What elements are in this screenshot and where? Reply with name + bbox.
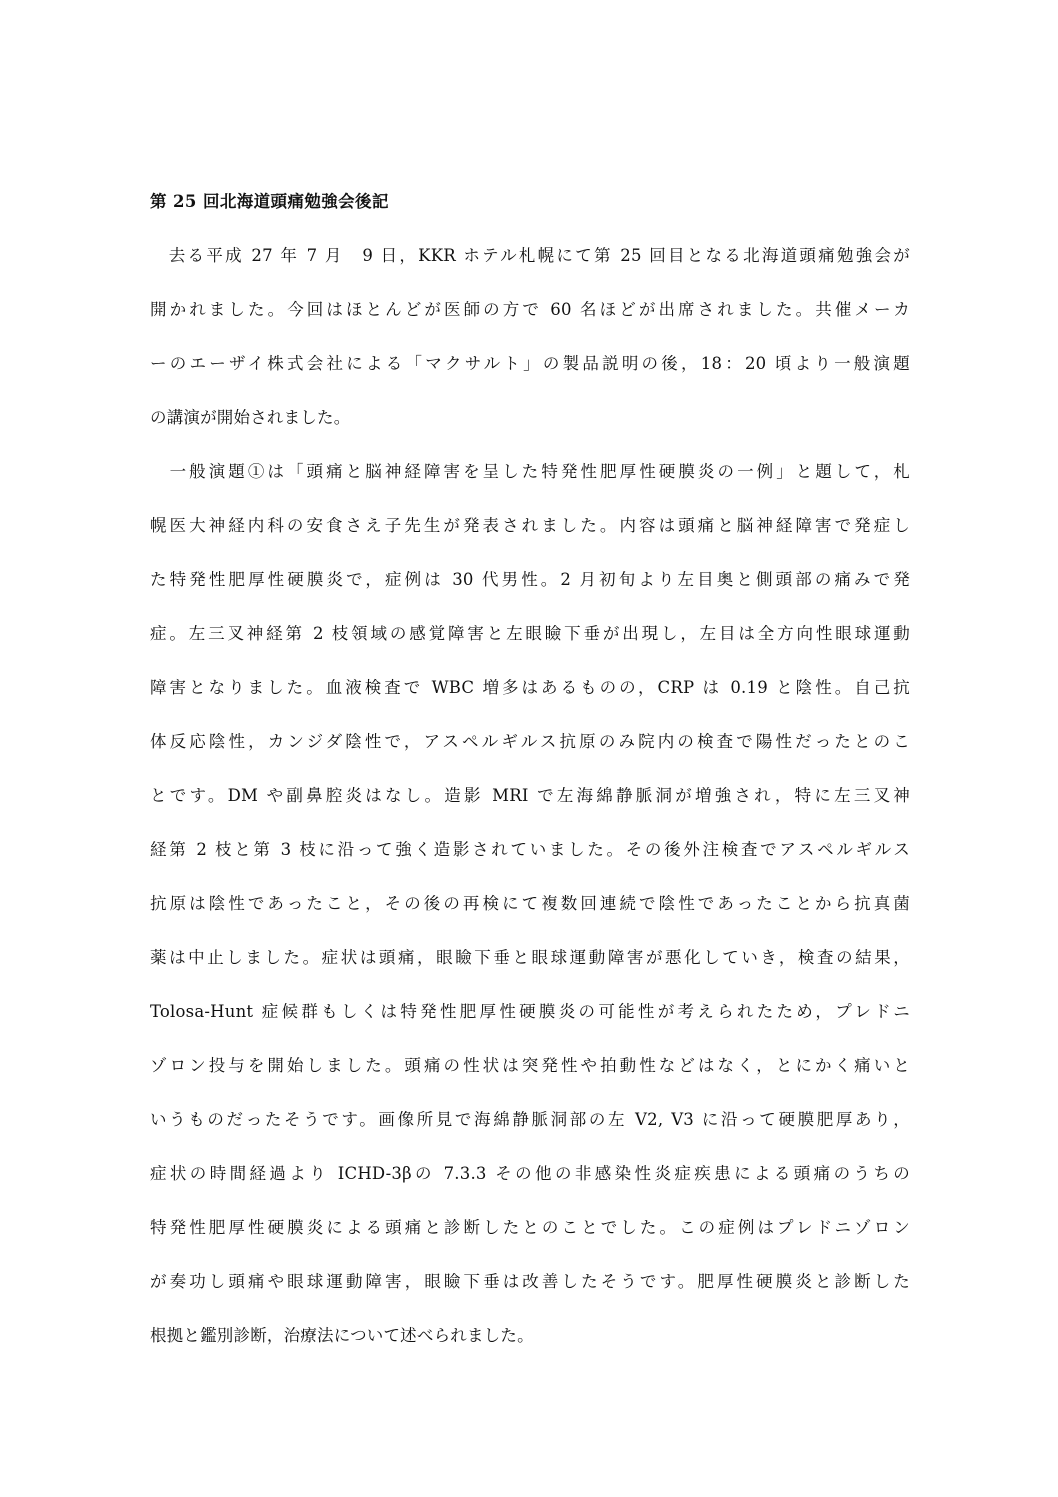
body-line: 症状の時間経過より ICHD-3βの 7.3.3 その他の非感染性炎症疾患による頭痛のうちの	[150, 1164, 910, 1183]
body-line: ゾロン投与を開始しました。頭痛の性状は突発性や拍動性などはなく，とにかく痛いと	[150, 1056, 910, 1075]
body-line: の講演が開始されました。	[150, 408, 351, 427]
body-line: 去る平成 27 年 7 月 9 日，KKR ホテル札幌にて第 25 回目となる北海道頭痛勉強会が	[150, 246, 910, 265]
body-line: た特発性肥厚性硬膜炎で，症例は 30 代男性。2 月初旬より左目奥と側頭部の痛みで発	[150, 570, 910, 589]
body-line: 幌医大神経内科の安食さえ子先生が発表されました。内容は頭痛と脳神経障害で発症し	[150, 516, 910, 535]
body-line: 開かれました。今回はほとんどが医師の方で 60 名ほどが出席されました。共催メーカ	[150, 300, 910, 319]
body-line: いうものだったそうです。画像所見で海綿静脈洞部の左 V2, V3 に沿って硬膜肥厚あり，	[150, 1110, 910, 1129]
body-line: 体反応陰性，カンジダ陰性で，アスペルギルス抗原のみ院内の検査で陽性だったとのこ	[150, 732, 910, 751]
body-line: が奏功し頭痛や眼球運動障害，眼瞼下垂は改善したそうです。肥厚性硬膜炎と診断した	[150, 1272, 910, 1291]
body-line: 特発性肥厚性硬膜炎による頭痛と診断したとのことでした。この症例はプレドニゾロン	[150, 1218, 910, 1237]
body-line: 障害となりました。血液検査で WBC 増多はあるものの，CRP は 0.19 と陰性。自己抗	[150, 678, 910, 697]
body-line: 症。左三叉神経第 2 枝領域の感覚障害と左眼瞼下垂が出現し，左目は全方向性眼球運動	[150, 624, 910, 643]
body-line: 抗原は陰性であったこと，その後の再検にて複数回連続で陰性であったことから抗真菌	[150, 894, 910, 913]
body-line: Tolosa-Hunt 症候群もしくは特発性肥厚性硬膜炎の可能性が考えられたため，プレドニ	[150, 1002, 910, 1021]
body-line: 根拠と鑑別診断，治療法について述べられました。	[150, 1326, 534, 1345]
document-title: 第 25 回北海道頭痛勉強会後記	[150, 192, 389, 211]
body-line: 薬は中止しました。症状は頭痛，眼瞼下垂と眼球運動障害が悪化していき，検査の結果，	[150, 948, 910, 967]
body-line: とです。DM や副鼻腔炎はなし。造影 MRI で左海綿静脈洞が増強され，特に左三叉神	[150, 786, 910, 805]
body-line: ーのエーザイ株式会社による「マクサルト」の製品説明の後，18：20 頃より一般演題	[150, 354, 910, 373]
body-line: 経第 2 枝と第 3 枝に沿って強く造影されていました。その後外注検査でアスペルギルス	[150, 840, 910, 859]
body-line: 一般演題①は「頭痛と脳神経障害を呈した特発性肥厚性硬膜炎の一例」と題して，札	[150, 462, 910, 481]
